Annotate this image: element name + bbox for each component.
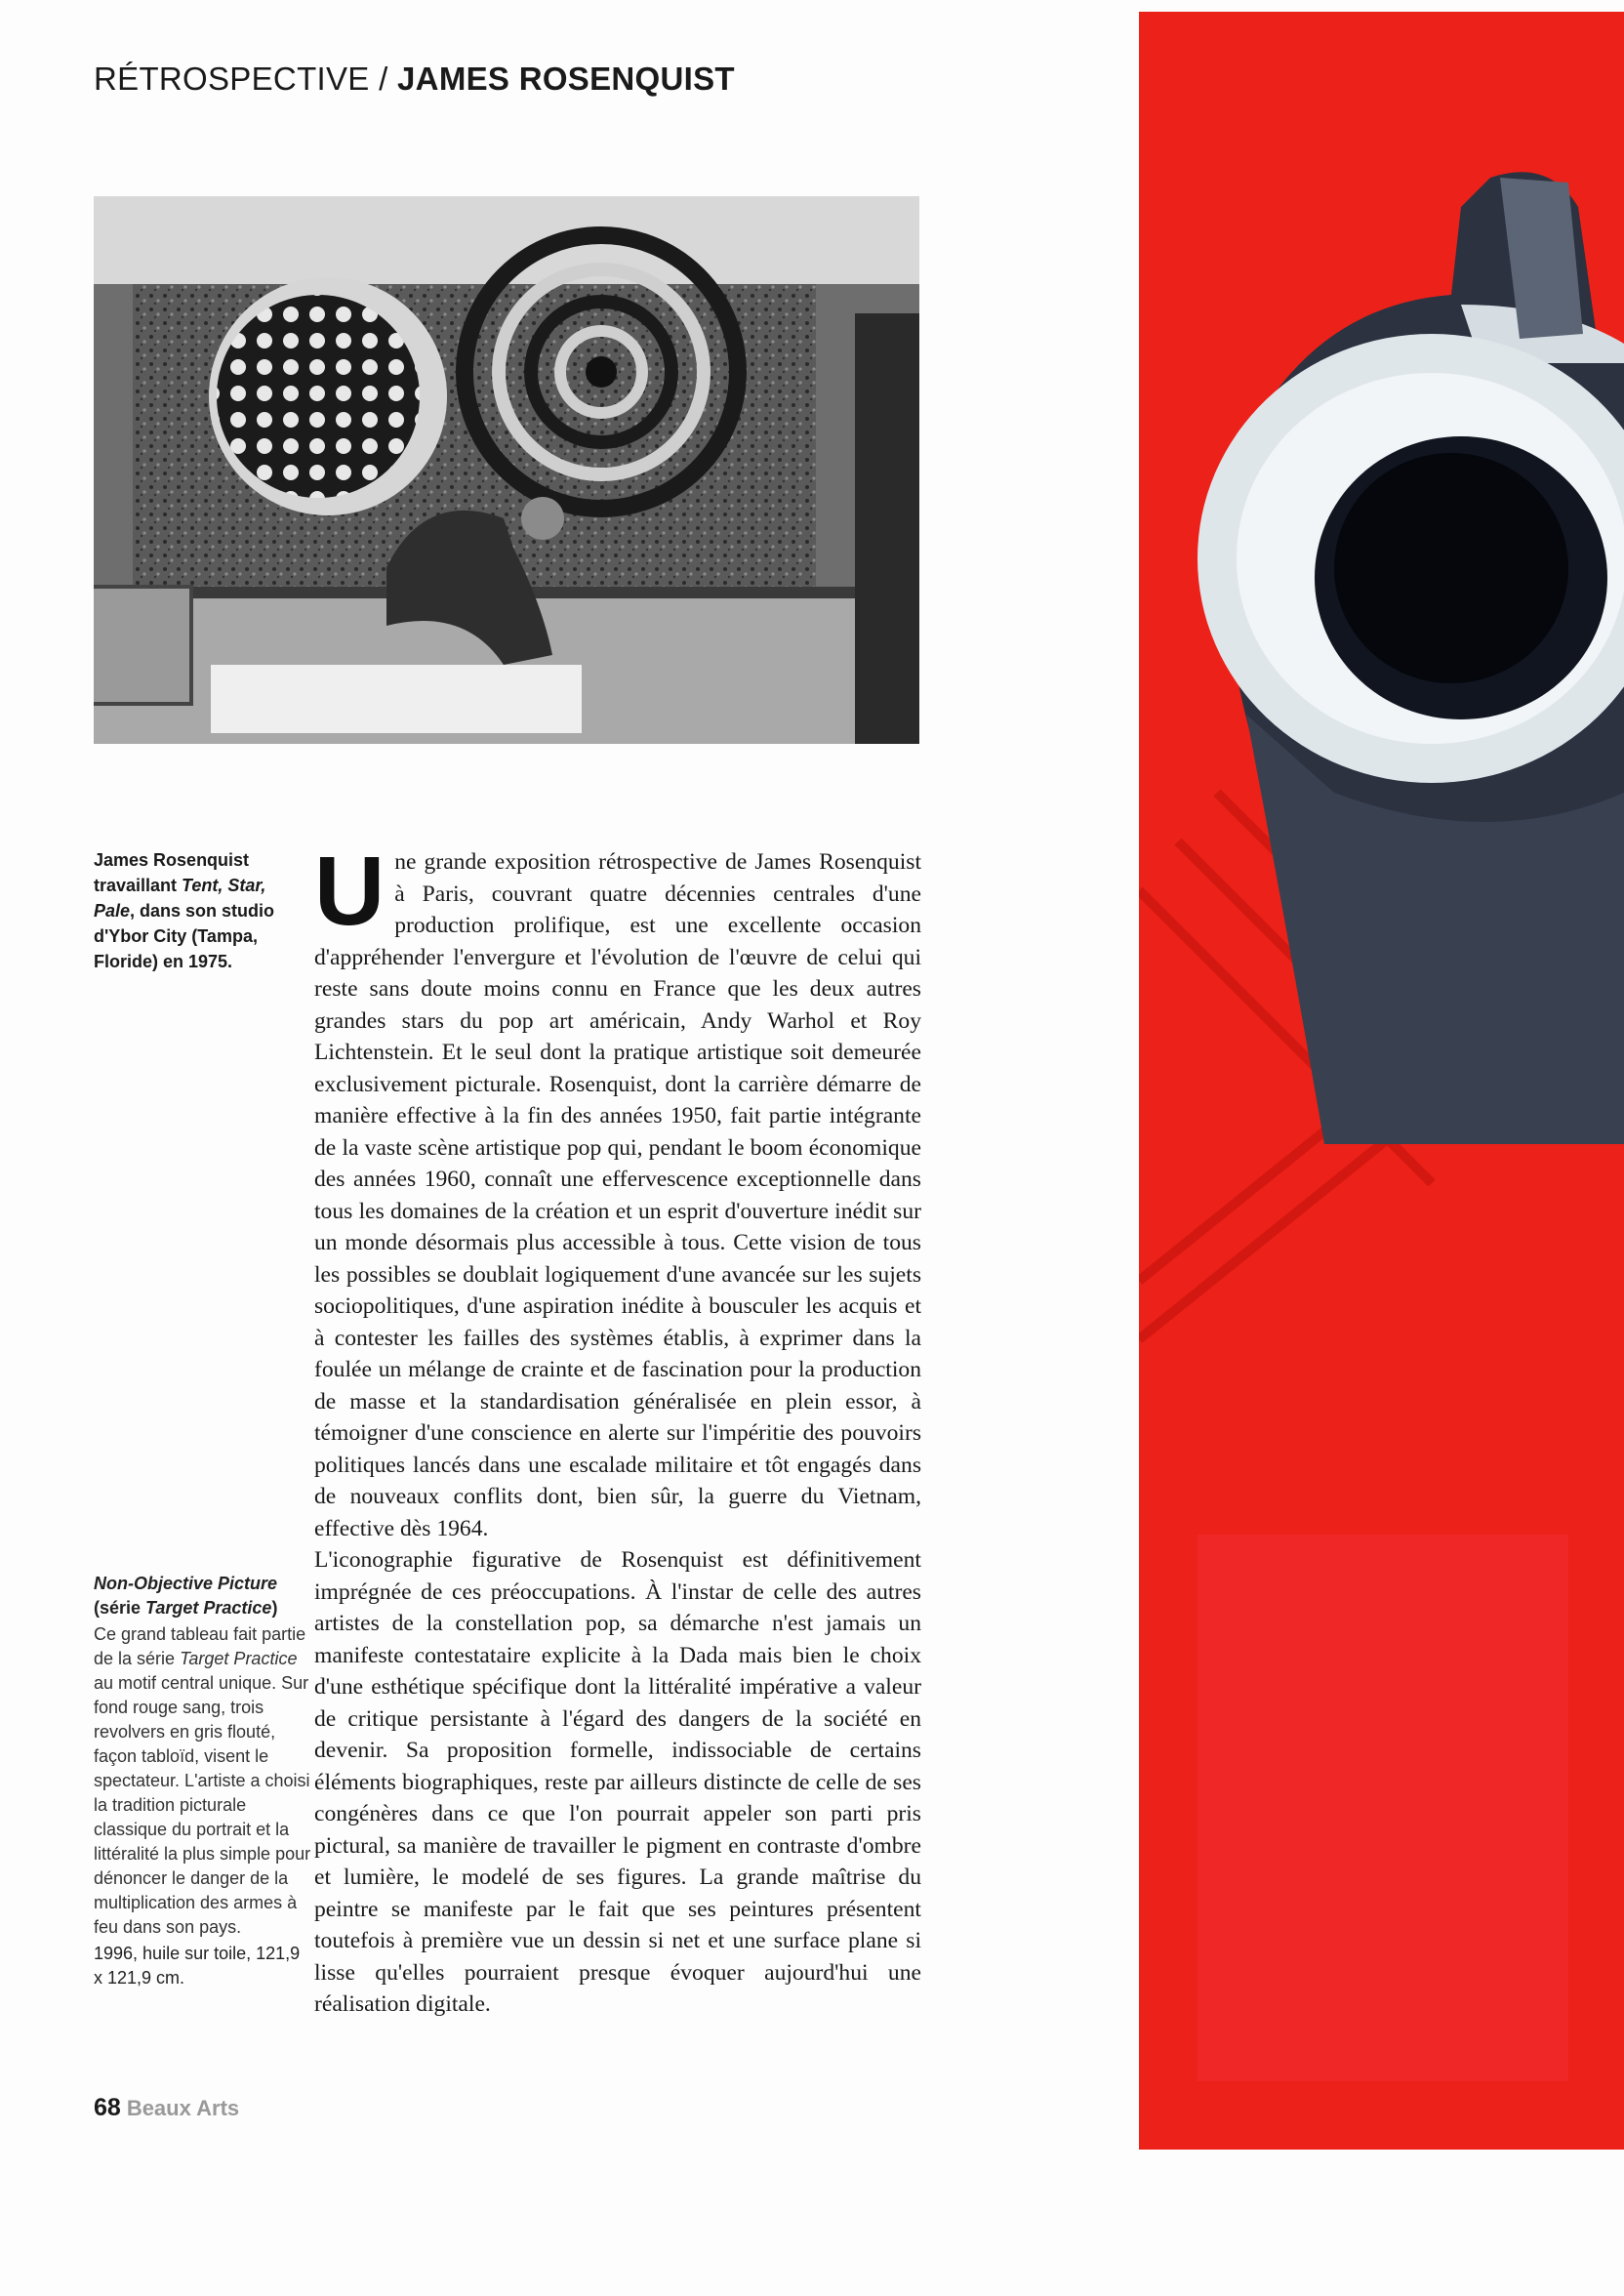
artwork-revolver-image [1139, 12, 1624, 2150]
artwork-caption-title-block [94, 1572, 313, 1620]
artwork-series-title: Target Practice [145, 1598, 272, 1618]
section-label: RÉTROSPECTIVE / [94, 61, 398, 97]
photo-caption-text: James Rosenquist travaillant [94, 850, 250, 895]
artist-name: JAMES ROSENQUIST [397, 61, 735, 97]
article-paragraph-1: ne grande exposition rétrospective de James Rosenquist à Paris, couvrant quatre décennies centrales d'une production prolifique, est une excellente occasion d'appréhender l'envergure et l'évolution de l'œuvre de celui qui reste sans doute moins connu en France que les deux autres grandes stars du pop art américain, Andy Warhol et Roy Lichtenstein. Et le seul dont la pratique artistique soit demeurée exclusivement picturale. Rosenquist, dont la carrière démarre de manière effective à la fin des années 1950, fait partie intégrante de la vaste scène artistique pop qui, pendant le boom économique des années 1960, connaît une effervescence exceptionnelle dans tous les domaines de la création et un esprit d'ouverture inédit sur un monde désormais plus accessible à tous. Cette vision de tous les possibles se doublait logiquement d'une avancée sur les sujets sociopolitiques, d'une aspiration inédite à bousculer les acquis et à contester les failles des systèmes établis, à exprimer dans la foulée un mélange de crainte et de fascination pour la production de masse et la standardisation généralisée en plein essor, à témoigner d'une conscience en alerte sur l'impéritie des pouvoirs politiques lancés dans une escalade militaire et tôt engagés dans de nouveaux conflits dont, bien sûr, la guerre du Vietnam, effective dès 1964. [314, 849, 921, 1541]
page-footer [94, 2094, 239, 2122]
photo-caption [94, 847, 279, 974]
studio-photo [94, 196, 919, 744]
artwork-description [94, 1622, 313, 1940]
section-header [94, 61, 735, 98]
photo-caption-details: , dans son studio d'Ybor City (Tampa, Floride) en 1975. [94, 901, 275, 971]
magazine-name: Beaux Arts [126, 2096, 240, 2120]
photo-caption-artwork-title: Tent, Star, Pale [94, 876, 266, 921]
drop-cap: U [314, 837, 386, 946]
artwork-series-prefix: (série [94, 1598, 146, 1618]
artwork-description-series: Target Practice [180, 1649, 298, 1668]
article-body [314, 837, 921, 2021]
artwork-title: Non-Objective Picture [94, 1574, 278, 1593]
artwork-series-suffix: ) [271, 1598, 278, 1618]
artwork-medium: 1996, huile sur toile, 121,9 x 121,9 cm. [94, 1944, 301, 1988]
page-number: 68 [94, 2094, 121, 2121]
artwork-description-end: au motif central unique. Sur fond rouge sang, trois revolvers en gris flouté, façon tabloïd, visent le spectateur. L'artiste a choisi la tradition picturale classique du portrait et la littéralité la plus simple pour dénoncer le danger de la multiplication des armes à feu dans son pays. [94, 1673, 311, 1937]
artwork-caption [94, 1572, 313, 1990]
article-paragraph-2: L'iconographie figurative de Rosenquist est définitivement imprégnée de ces préoccupations. À l'instar de celle des autres artistes de la constellation pop, sa démarche n'est jamais un manifeste contestataire explicite à la Dada mais bien le choix d'une esthétique spécifique dont la littéralité impérative a valeur de critique persistante à l'égard des dangers de la société en devenir. Sa proposition formelle, indissociable de certains éléments biographiques, reste par ailleurs distincte de celle de ses congénères dans ce que l'on pourrait appeler son parti pris pictural, sa manière de travailler le pigment en contraste d'ombre et lumière, le modelé de ses figures. La grande maîtrise du peintre se manifeste par le fait que ses peintures présentent toutefois à première vue un dessin si net et une surface plane si lisse qu'elles pourraient presque évoquer aujourd'hui une réalisation digitale. [314, 1547, 921, 2017]
artwork-description-start: Ce grand tableau fait partie de la série [94, 1624, 306, 1668]
